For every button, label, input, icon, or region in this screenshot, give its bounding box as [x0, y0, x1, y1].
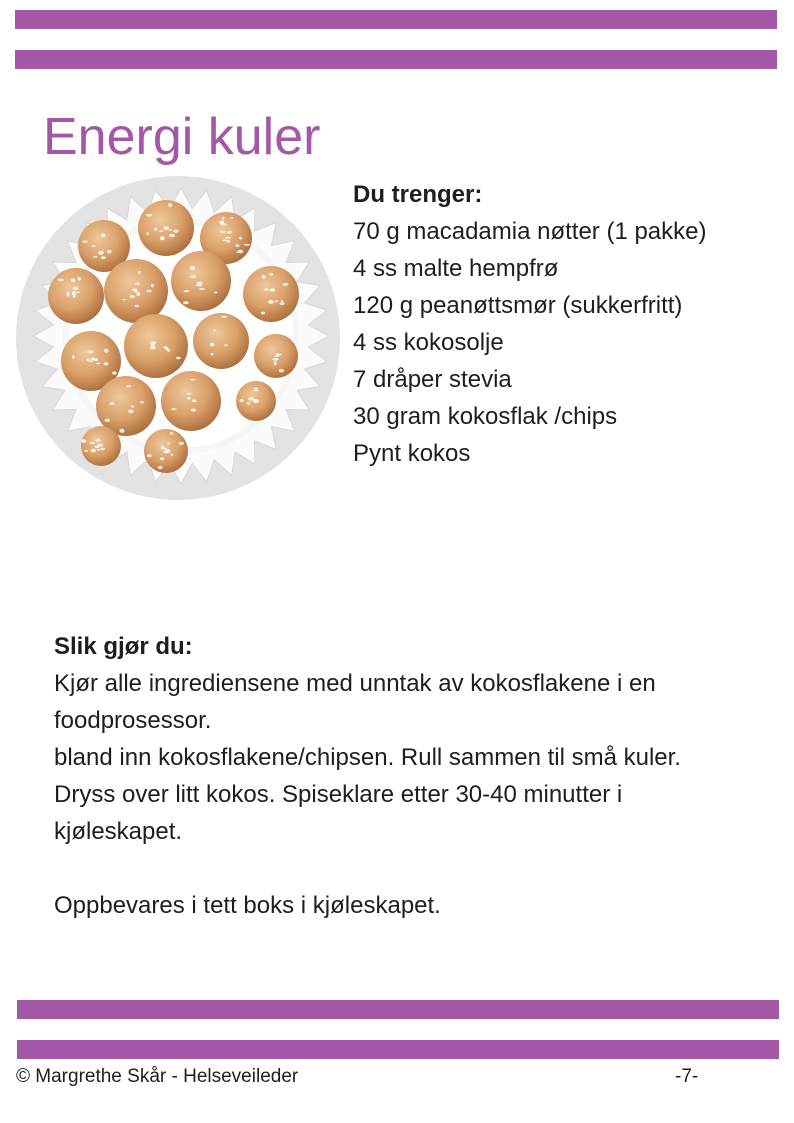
coconut-flake — [82, 241, 88, 243]
coconut-flake — [146, 232, 149, 235]
coconut-flake — [150, 342, 156, 345]
coconut-flake — [122, 299, 126, 301]
energy-ball — [48, 268, 104, 324]
coconut-flake — [179, 442, 184, 445]
coconut-flake — [227, 240, 231, 243]
coconut-flake — [210, 343, 215, 347]
coconut-flake — [264, 289, 268, 291]
coconut-flake — [214, 292, 217, 294]
coconut-flake — [158, 466, 163, 469]
page-number: -7- — [675, 1066, 699, 1087]
coconut-flake — [77, 291, 80, 293]
coconut-flake — [161, 446, 164, 450]
energy-ball — [193, 313, 249, 369]
coconut-flake — [134, 289, 137, 293]
coconut-flake — [57, 279, 63, 282]
coconut-flake — [154, 228, 156, 231]
coconut-flake — [107, 250, 111, 253]
coconut-flake — [170, 432, 173, 434]
coconut-flake — [128, 410, 133, 414]
coconut-flake — [190, 275, 196, 278]
coconut-flake — [146, 214, 152, 217]
coconut-flake — [248, 397, 254, 400]
ingredients-section — [353, 176, 783, 472]
coconut-flake — [222, 217, 225, 220]
recipe-title: Energi kuler — [43, 108, 321, 166]
method-line: bland inn kokosflakene/chipsen. Rull sammen til små kuler. — [54, 744, 681, 771]
coconut-flake — [261, 312, 265, 315]
coconut-flake — [160, 236, 165, 240]
coconut-flake — [190, 266, 195, 270]
paragraph-gap — [54, 850, 774, 887]
coconut-flake — [191, 409, 196, 412]
coconut-flake — [78, 277, 81, 280]
coconut-flake — [187, 397, 190, 400]
coconut-flake — [72, 355, 75, 358]
coconut-flake — [168, 203, 172, 207]
coconut-flake — [91, 358, 95, 361]
coconut-flake — [224, 344, 228, 346]
coconut-flake — [239, 237, 242, 240]
coconut-flake — [104, 349, 108, 353]
coconut-flake — [159, 230, 163, 232]
coconut-flake — [120, 429, 125, 433]
method-line: kjøleskapet. — [54, 818, 183, 845]
coconut-flake — [98, 251, 104, 255]
coconut-flake — [253, 399, 259, 403]
method-heading: Slik gjør du: — [54, 633, 193, 660]
coconut-flake — [173, 230, 178, 233]
coconut-flake — [147, 454, 152, 457]
coconut-flake — [101, 256, 106, 259]
coconut-flake — [253, 390, 259, 392]
coconut-flake — [268, 300, 274, 304]
coconut-flake — [96, 363, 100, 365]
coconut-flake — [90, 442, 95, 444]
coconut-flake — [277, 354, 282, 356]
ingredients-heading: Du trenger: — [353, 181, 483, 208]
coconut-flake — [236, 251, 241, 253]
coconut-flake — [71, 279, 75, 283]
coconut-flake — [240, 399, 244, 402]
coconut-flake — [151, 284, 154, 287]
coconut-flake — [225, 237, 231, 239]
coconut-flake — [135, 283, 140, 286]
method-line: Dryss over litt kokos. Spiseklare etter 30-40 minutter i — [54, 781, 623, 808]
coconut-flake — [97, 449, 100, 451]
ingredient-item: 70 g macadamia nøtter (1 pakke) — [353, 218, 707, 245]
coconut-flake — [244, 244, 250, 246]
bottom-decor-bar-1 — [17, 1000, 779, 1019]
coconut-flake — [67, 293, 69, 297]
top-decor-bar-2 — [15, 50, 777, 69]
coconut-flake — [187, 393, 192, 395]
coconut-flake — [160, 457, 164, 460]
coconut-flake — [110, 402, 115, 405]
coconut-flake — [73, 287, 79, 290]
coconut-flake — [103, 362, 108, 365]
coconut-flake — [169, 229, 173, 231]
coconut-flake — [126, 385, 131, 387]
coconut-flake — [272, 358, 278, 361]
coconut-flake — [167, 442, 170, 444]
coconut-flake — [91, 245, 96, 247]
coconut-flake — [146, 290, 151, 292]
coconut-flake — [136, 293, 140, 296]
coconut-flake — [275, 300, 278, 302]
coconut-flake — [171, 408, 176, 410]
coconut-flake — [171, 454, 174, 456]
coconut-flake — [150, 346, 156, 349]
coconut-flake — [190, 379, 195, 381]
energy-ball — [171, 251, 231, 311]
ingredient-list — [353, 213, 783, 472]
coconut-flake — [253, 388, 258, 390]
coconut-flake — [262, 275, 265, 279]
coconut-flake — [196, 283, 202, 286]
coconut-flake — [213, 330, 216, 332]
coconut-flake — [184, 290, 190, 292]
coconut-flake — [101, 448, 105, 451]
coconut-flake — [134, 305, 139, 307]
coconut-flake — [183, 301, 189, 304]
coconut-flake — [279, 369, 284, 373]
coconut-flake — [280, 300, 283, 302]
coconut-flake — [93, 256, 97, 258]
coconut-flake — [221, 223, 227, 225]
coconut-flake — [247, 402, 250, 404]
coconut-flake — [130, 295, 135, 298]
coconut-flake — [140, 401, 144, 403]
coconut-flake — [72, 293, 76, 296]
coconut-flake — [84, 450, 88, 452]
coconut-flake — [101, 233, 106, 237]
coconut-flake — [98, 444, 101, 447]
coconut-flake — [87, 350, 93, 353]
coconut-flake — [138, 271, 141, 274]
method-line: foodprosessor. — [54, 707, 212, 734]
footer-credit: © Margrethe Skår - Helseveileder — [16, 1066, 299, 1087]
ingredient-item: 4 ss malte hempfrø — [353, 255, 559, 282]
coconut-flake — [95, 439, 100, 442]
coconut-flake — [192, 400, 196, 403]
coconut-flake — [230, 217, 233, 219]
coconut-flake — [112, 371, 117, 374]
energy-balls-photo — [16, 176, 340, 500]
coconut-flake — [176, 357, 181, 360]
coconut-flake — [274, 361, 277, 365]
coconut-flake — [236, 244, 240, 247]
coconut-flake — [81, 439, 86, 443]
coconut-flake — [199, 288, 205, 290]
coconut-flake — [105, 419, 110, 422]
method-line: Kjør alle ingrediensene med unntak av kokosflakene i en — [54, 670, 656, 697]
coconut-flake — [91, 449, 96, 452]
coconut-flake — [211, 353, 214, 356]
coconut-flake — [169, 234, 175, 237]
coconut-flake — [89, 360, 94, 362]
storage-note: Oppbevares i tett boks i kjøleskapet. — [54, 892, 441, 919]
ingredient-item: 7 dråper stevia — [353, 366, 512, 393]
coconut-flake — [131, 405, 134, 407]
coconut-flake — [269, 288, 275, 291]
coconut-flake — [227, 231, 232, 234]
coconut-flake — [220, 231, 226, 233]
coconut-flake — [164, 226, 169, 230]
method-section — [54, 628, 774, 924]
ingredient-item: Pynt kokos — [353, 440, 471, 467]
ingredient-item: 120 g peanøttsmør (sukkerfritt) — [353, 292, 683, 319]
coconut-flake — [279, 302, 284, 305]
ingredient-item: 4 ss kokosolje — [353, 329, 504, 356]
coconut-flake — [221, 316, 227, 318]
top-decor-bar-1 — [15, 10, 777, 29]
coconut-flake — [167, 349, 170, 352]
bottom-decor-bar-2 — [17, 1040, 779, 1059]
coconut-flake — [223, 239, 227, 241]
coconut-flake — [163, 451, 169, 453]
coconut-flake — [269, 273, 273, 276]
coconut-flake — [283, 283, 289, 286]
energy-ball — [124, 314, 188, 378]
ingredient-item: 30 gram kokosflak /chips — [353, 403, 618, 430]
